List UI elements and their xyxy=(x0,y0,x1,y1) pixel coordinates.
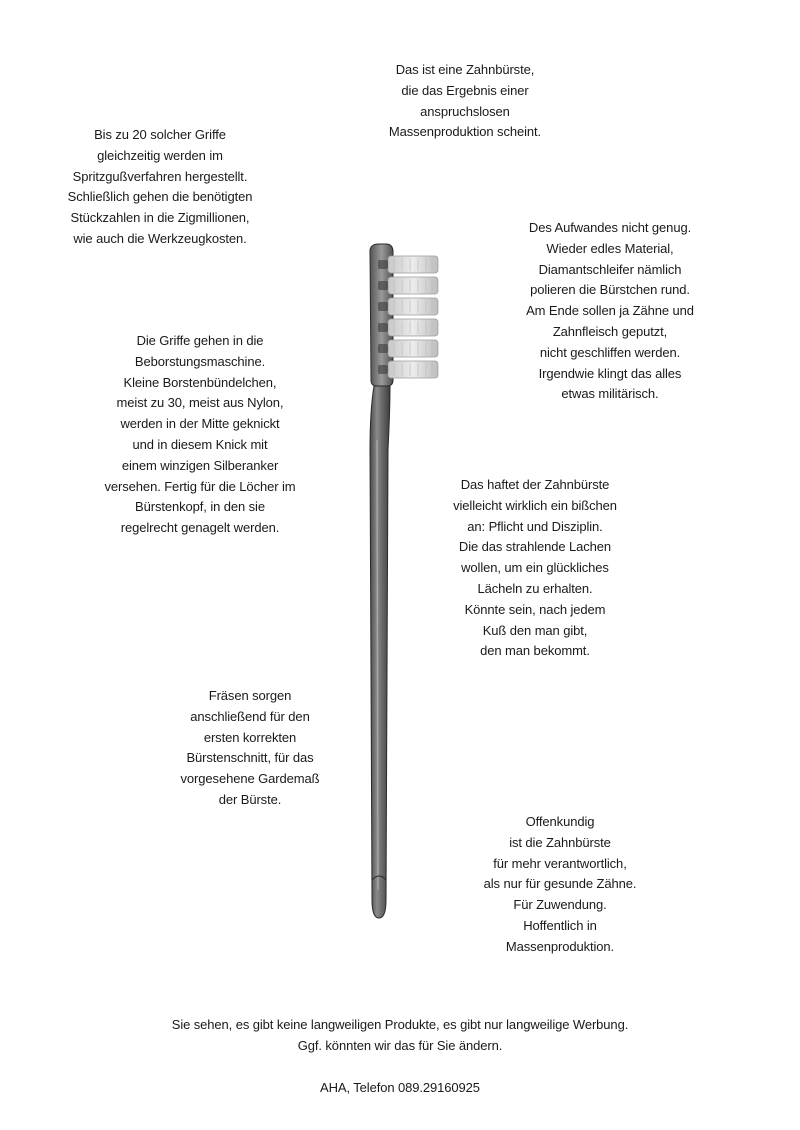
bristles xyxy=(388,256,438,378)
text-line: Kleine Borstenbündelchen, xyxy=(123,374,277,390)
text-line: anschließend für den xyxy=(190,708,310,724)
text-line: Kuß den man gibt, xyxy=(482,622,588,638)
text-line: Bürstenschnitt, für das xyxy=(186,750,314,766)
text-line: Spritzgußverfahren hergestellt. xyxy=(72,168,248,184)
brush-handle xyxy=(370,386,390,918)
text-line: polieren die Bürstchen rund. xyxy=(530,282,690,298)
intro-text-block xyxy=(330,60,600,143)
contact-text: AHA, Telefon 089.29160925 xyxy=(320,1080,480,1095)
text-line: versehen. Fertig für die Löcher im xyxy=(104,478,296,494)
text-line: und in diesem Knick mit xyxy=(132,436,268,452)
text-line: Schließlich gehen die benötigten xyxy=(67,189,253,205)
text-line: Zahnfleisch geputzt, xyxy=(552,323,668,339)
text-line: Die Griffe gehen in die xyxy=(136,333,264,348)
text-line: Stückzahlen in die Zigmillionen, xyxy=(70,210,250,226)
text-line: Bürstenkopf, in den sie xyxy=(135,499,265,515)
bristle-tuft xyxy=(388,298,438,315)
text-line: Könnte sein, nach jedem xyxy=(464,601,606,617)
text-line: Am Ende sollen ja Zähne und xyxy=(526,303,694,319)
text-line: Das ist eine Zahnbürste, xyxy=(395,62,535,77)
contact-line xyxy=(200,1078,600,1099)
aufwand-text-block xyxy=(470,218,750,405)
text-line: Hoffentlich in xyxy=(523,917,597,933)
text-line: ersten korrekten xyxy=(203,729,297,745)
text-line: Offenkundig xyxy=(525,814,595,829)
offenkundig-text-block xyxy=(430,812,690,958)
text-line: ist die Zahnbürste xyxy=(509,834,611,850)
text-line: Irgendwie klingt das alles xyxy=(538,365,682,381)
text-line: regelrecht genagelt werden. xyxy=(120,520,280,536)
text-line: der Bürste. xyxy=(218,791,282,807)
text-line: Das haftet der Zahnbürste xyxy=(460,477,610,492)
text-line: Für Zuwendung. xyxy=(513,897,607,913)
text-line: als nur für gesunde Zähne. xyxy=(483,876,637,892)
text-line: die das Ergebnis einer xyxy=(401,82,529,98)
text-line: Lächeln zu erhalten. xyxy=(477,580,593,596)
text-line: meist zu 30, meist aus Nylon, xyxy=(116,395,284,411)
bristle-tuft xyxy=(388,277,438,294)
text-line: Wieder edles Material, xyxy=(546,240,674,256)
text-line: anspruchslosen xyxy=(420,103,510,119)
text-line: werden in der Mitte geknickt xyxy=(120,416,280,432)
bristle-tuft xyxy=(388,256,438,273)
text-line: an: Pflicht und Disziplin. xyxy=(467,518,603,534)
text-line: Die das strahlende Lachen xyxy=(458,539,612,555)
footer-slogan xyxy=(60,1015,740,1057)
text-line: einem winzigen Silberanker xyxy=(121,457,279,473)
text-line: den man bekommt. xyxy=(480,643,590,659)
text-line: vielleicht wirklich ein bißchen xyxy=(453,497,617,513)
text-line: Massenproduktion scheint. xyxy=(388,124,542,140)
bristle-tuft xyxy=(388,319,438,336)
toothbrush-illustration xyxy=(360,240,450,925)
text-line: etwas militärisch. xyxy=(561,386,659,402)
text-line: Des Aufwandes nicht genug. xyxy=(528,220,692,235)
text-line: nicht geschliffen werden. xyxy=(539,344,681,360)
text-line: Sie sehen, es gibt keine langweiligen Produkte, es gibt nur langweilige Werbung. xyxy=(171,1017,629,1032)
griffe-text-block xyxy=(30,125,290,250)
text-line: Beborstungsmaschine. xyxy=(134,353,266,369)
text-line: Ggf. könnten wir das für Sie ändern. xyxy=(297,1037,503,1053)
text-line: für mehr verantwortlich, xyxy=(493,855,627,871)
text-line: Bis zu 20 solcher Griffe xyxy=(94,127,226,142)
text-line: Diamantschleifer nämlich xyxy=(538,261,682,277)
text-line: Fräsen sorgen xyxy=(208,688,292,703)
text-line: wollen, um ein glückliches xyxy=(461,560,609,576)
beborstung-text-block xyxy=(60,331,340,539)
bristle-tuft xyxy=(388,361,438,378)
bristle-tuft xyxy=(388,340,438,357)
text-line: gleichzeitig werden im xyxy=(97,147,223,163)
fraesen-text-block xyxy=(130,686,370,811)
text-line: vorgesehene Gardemaß xyxy=(180,771,320,787)
text-line: wie auch die Werkzeugkosten. xyxy=(73,230,247,246)
text-line: Massenproduktion. xyxy=(505,938,615,954)
